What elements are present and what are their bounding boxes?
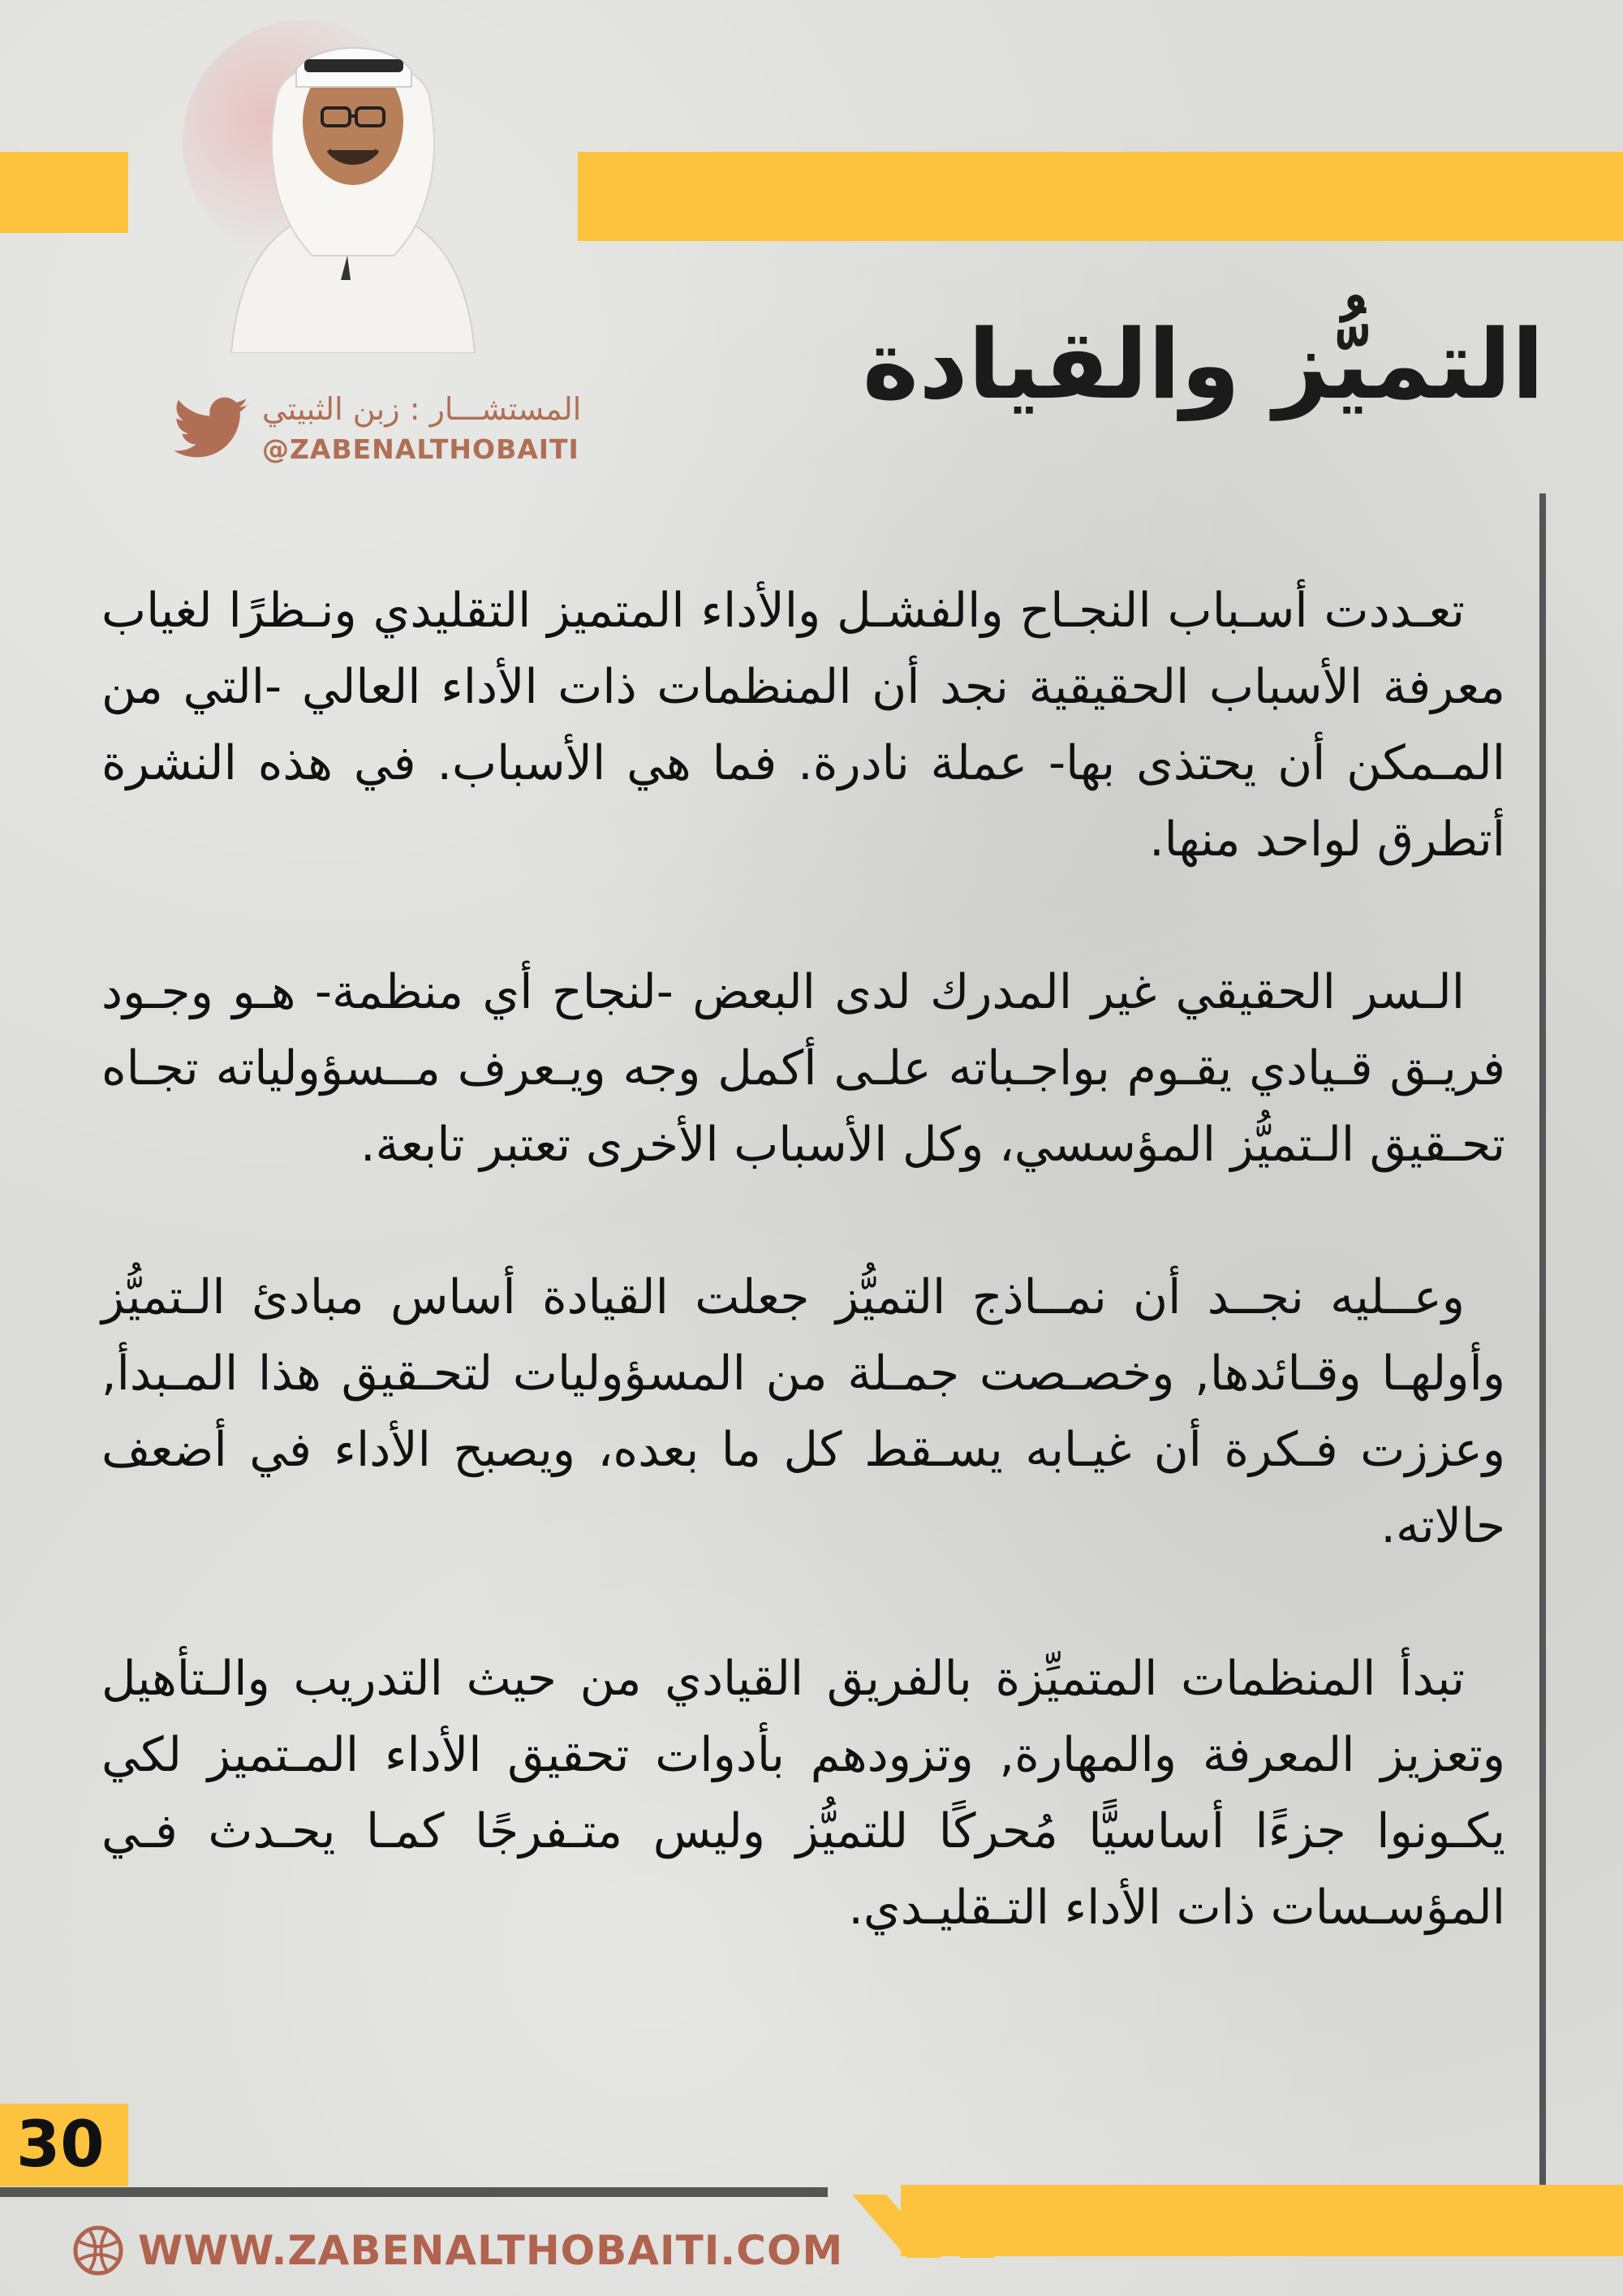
author-portrait: [183, 12, 523, 353]
page-number-badge: [0, 2104, 128, 2186]
footer-grey-rule: [0, 2187, 828, 2197]
author-name: المستشـــار : زبن الثبيتي: [262, 391, 582, 427]
paragraph: تعـددت أسـباب النجـاح والفشـل والأداء المتميز التقليدي ونـظرًا لغياب معرفة الأسباب الحقيقية نجد أن المنظمات ذات الأداء العالي -التي من المـمكن أن يحتذى بها- عملة نادرة. فما هي الأسباب. في هذه النشرة أتطرق لواحد منها.: [101, 583, 1505, 867]
paragraph: تبدأ المنظمات المتميِّزة بالفريق القيادي من حيث التدريب والـتأهيل وتعزيز المعرفة والمهارة, وتزودهم بأدوات تحقيق الأداء المـتميز لكي يكـونوا جزءًا أساسيًّا مُحركًا للتميُّز وليس متـفرجًا كمـا يحـدث فـي المؤسـسات ذات الأداء التـقليـدي.: [101, 1651, 1505, 1935]
globe-icon: [71, 2224, 125, 2277]
page-number: 30: [16, 2109, 105, 2182]
vertical-rule: [1539, 493, 1546, 2190]
paragraph: وعــليه نجــد أن نمــاذج التميُّز جعلت القيادة أساس مبادئ الـتميُّز وأولهـا وقـائدها, وخصـصت جمـلة من المسؤوليات لتحـقيق هذا المـبدأ, وعززت فـكرة أن غيـابه يسـقط كل ما بعده، ويصبح الأداء في أضعف حالاته.: [101, 1269, 1505, 1553]
article-body: [101, 572, 1505, 1945]
twitter-bird-icon[interactable]: [166, 390, 256, 471]
author-credit: [166, 390, 588, 479]
website-link[interactable]: WWW.ZABENALTHOBAITI.COM: [138, 2227, 844, 2274]
author-handle[interactable]: @ZABENALTHOBAITI: [262, 433, 579, 465]
header-yellow-bar-right: [578, 152, 1623, 241]
footer-yellow-bar: [901, 2185, 1623, 2256]
header-yellow-bar-left: [0, 152, 128, 233]
page-title: التميُّز والقيادة: [862, 308, 1544, 420]
paragraph: الـسر الحقيقي غير المدرك لدى البعض -لنجاح أي منظمة- هـو وجـود فريـق قـيادي يقـوم بواجـباته علـى أكمل وجه ويـعرف مــسؤولياته تجـاه تحـقيق الـتميُّز المؤسسي، وكل الأسباب الأخرى تعتبر تابعة.: [101, 964, 1505, 1172]
